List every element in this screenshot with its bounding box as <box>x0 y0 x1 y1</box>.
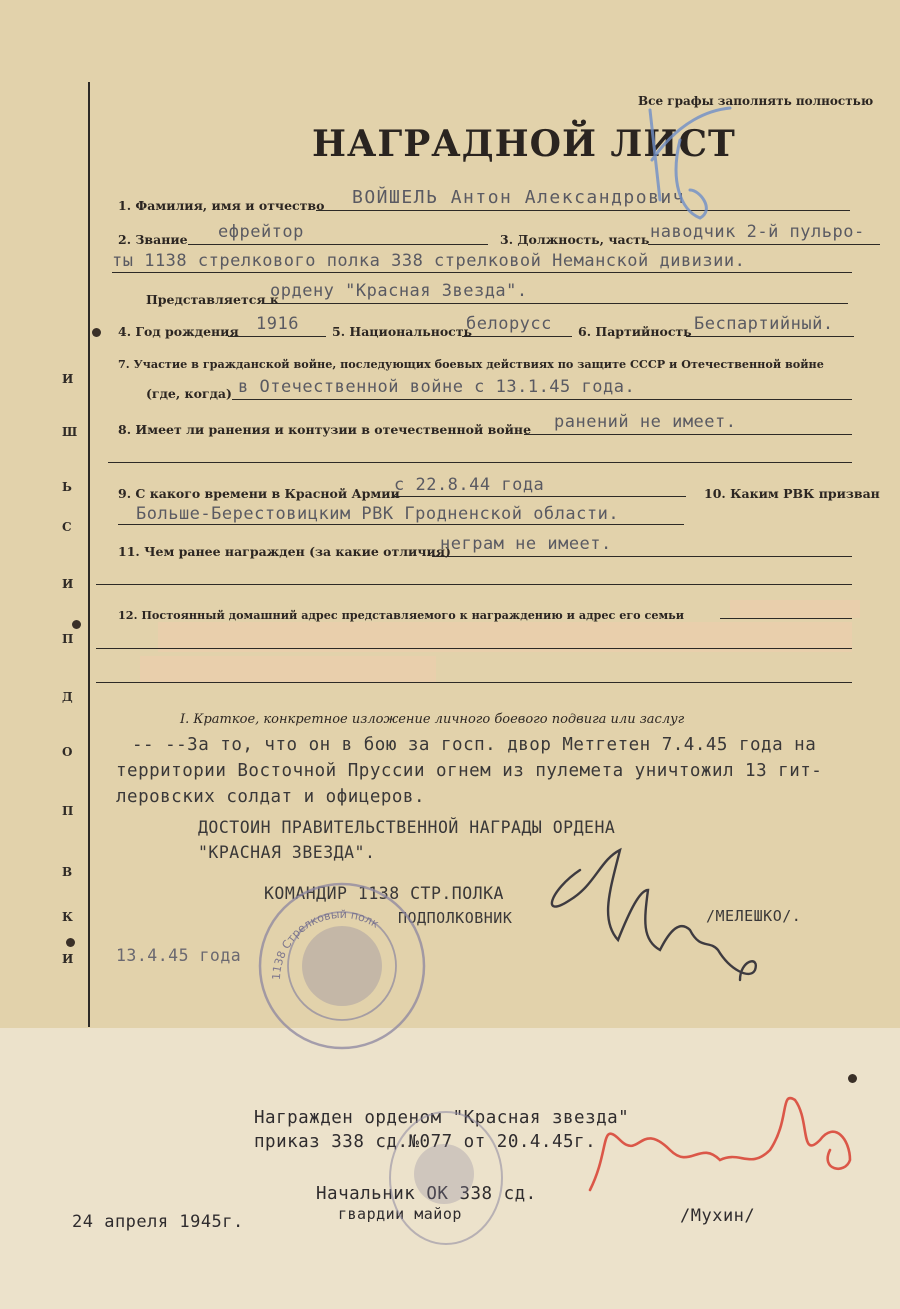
field-7-value: в Отечественной войне с 13.1.45 года. <box>238 377 636 397</box>
field-1-label: 1. Фамилия, имя и отчество <box>118 198 325 213</box>
commander-name: /МЕЛЕШКО/. <box>706 907 802 925</box>
chief-name: /Мухин/ <box>680 1206 756 1226</box>
order-date: 24 апреля 1945г. <box>72 1212 244 1232</box>
field-line <box>686 336 854 337</box>
personnel-seal <box>386 1108 506 1248</box>
field-3-value-continued: ты 1138 стрелкового полка 338 стрелковой Неманской дивизии. <box>112 251 746 271</box>
field-9-value: с 22.8.44 года <box>394 475 545 495</box>
page-title: НАГРАДНОЙ ЛИСТ <box>312 123 736 165</box>
commander-rank: ПОДПОЛКОВНИК <box>398 909 513 927</box>
field-line <box>228 336 326 337</box>
field-3-label: 3. Должность, часть <box>500 232 650 247</box>
field-line <box>462 336 572 337</box>
field-line <box>648 244 880 245</box>
field-5-label: 5. Национальность <box>332 324 473 339</box>
field-4-value: 1916 <box>256 314 299 334</box>
field-6-label: 6. Партийность <box>578 324 692 339</box>
field-line <box>232 399 852 400</box>
unit-seal <box>256 880 428 1052</box>
order-line: приказ 338 сд.№077 от 20.4.45г. <box>254 1132 597 1152</box>
field-line <box>316 210 850 211</box>
seal-text: 1138 Стрелковый полк <box>269 907 382 981</box>
feat-line: леровских солдат и офицеров. <box>116 787 426 807</box>
feat-heading: I. Краткое, конкретное изложение личного боевого подвига или заслуг <box>180 712 685 727</box>
feat-line: территории Восточной Пруссии огнем из пулемета уничтожил 13 гит- <box>116 761 823 781</box>
binding-hole <box>72 620 81 629</box>
field-9-label: 9. С какого времени в Красной Армии <box>118 486 400 501</box>
worthy-line: "КРАСНАЯ ЗВЕЗДА". <box>198 843 376 862</box>
field-1-value: ВОЙШЕЛЬ Антон Александрович <box>352 187 686 208</box>
field-2-value: ефрейтор <box>218 222 304 242</box>
sidebar-letter: К <box>62 910 73 924</box>
field-10-label: 10. Каким РВК призван <box>704 486 880 501</box>
pencil-mark <box>620 100 740 230</box>
field-6-value: Беспартийный. <box>694 314 834 334</box>
commander-title: КОМАНДИР 1138 СТР.ПОЛКА <box>264 884 504 903</box>
sidebar-letter: П <box>62 804 74 818</box>
field-line <box>432 556 852 557</box>
field-2-label: 2. Звание <box>118 232 188 247</box>
feat-date: 13.4.45 года <box>116 946 242 965</box>
sidebar-letter: Д <box>62 690 73 704</box>
field-line <box>524 434 852 435</box>
sidebar-letter: И <box>62 372 74 386</box>
sidebar-letter: Ь <box>62 480 72 494</box>
field-7-label: 7. Участие в гражданской войне, последующих боевых действиях по защите СССР и Отечественной войне <box>118 357 824 371</box>
redacted-address <box>730 600 860 618</box>
field-7-label-when: (где, когда) <box>146 386 232 401</box>
chief-title: Начальник ОК 338 сд. <box>316 1184 537 1204</box>
worthy-line: ДОСТОИН ПРАВИТЕЛЬСТВЕННОЙ НАГРАДЫ ОРДЕНА <box>198 818 616 837</box>
margin-line <box>88 82 90 1027</box>
presented-label: Представляется к <box>146 292 279 307</box>
field-line <box>96 648 852 649</box>
chief-rank: гвардии майор <box>338 1205 462 1223</box>
field-line <box>262 303 848 304</box>
chief-signature <box>580 1080 870 1200</box>
field-line <box>112 272 852 273</box>
field-line <box>108 462 852 463</box>
field-line <box>188 244 488 245</box>
sidebar-letter: С <box>62 520 72 534</box>
order-line: Награжден орденом "Красная звезда" <box>254 1108 630 1128</box>
field-4-label: 4. Год рождения <box>118 324 239 339</box>
field-line <box>118 524 684 525</box>
instruction-note: Все графы заполнять полностью <box>638 94 874 108</box>
field-line <box>96 682 852 683</box>
feat-line: -- --За то, что он в бою за госп. двор Метгетен 7.4.45 года на <box>132 735 817 755</box>
field-11-value: неграм не имеет. <box>440 534 612 554</box>
field-5-value: белорусс <box>466 314 552 334</box>
field-11-label: 11. Чем ранее награжден (за какие отличия) <box>118 544 451 559</box>
presented-value: ордену "Красная Звезда". <box>270 281 528 301</box>
field-3-value: наводчик 2-й пульро- <box>650 222 865 242</box>
field-10-value: Больше-Берестовицким РВК Гродненской области. <box>136 504 620 524</box>
binding-hole <box>92 328 101 337</box>
sidebar-letter: О <box>62 745 73 759</box>
field-line <box>96 584 852 585</box>
sidebar-letter: Ш <box>62 425 78 439</box>
field-12-label: 12. Постоянный домашний адрес представляемого к награждению и адрес его семьи <box>118 608 685 622</box>
commander-signature <box>540 830 780 1010</box>
binding-hole <box>66 938 75 947</box>
sidebar-letter: П <box>62 632 74 646</box>
field-8-value: ранений не имеет. <box>554 412 737 432</box>
sidebar-letter: И <box>62 577 74 591</box>
field-8-label: 8. Имеет ли ранения и контузии в отечественной войне <box>118 422 532 437</box>
field-line <box>392 496 686 497</box>
sidebar-letter: В <box>62 865 73 879</box>
sidebar-letter: И <box>62 952 74 966</box>
redacted-address <box>140 656 436 682</box>
field-line <box>720 618 852 619</box>
